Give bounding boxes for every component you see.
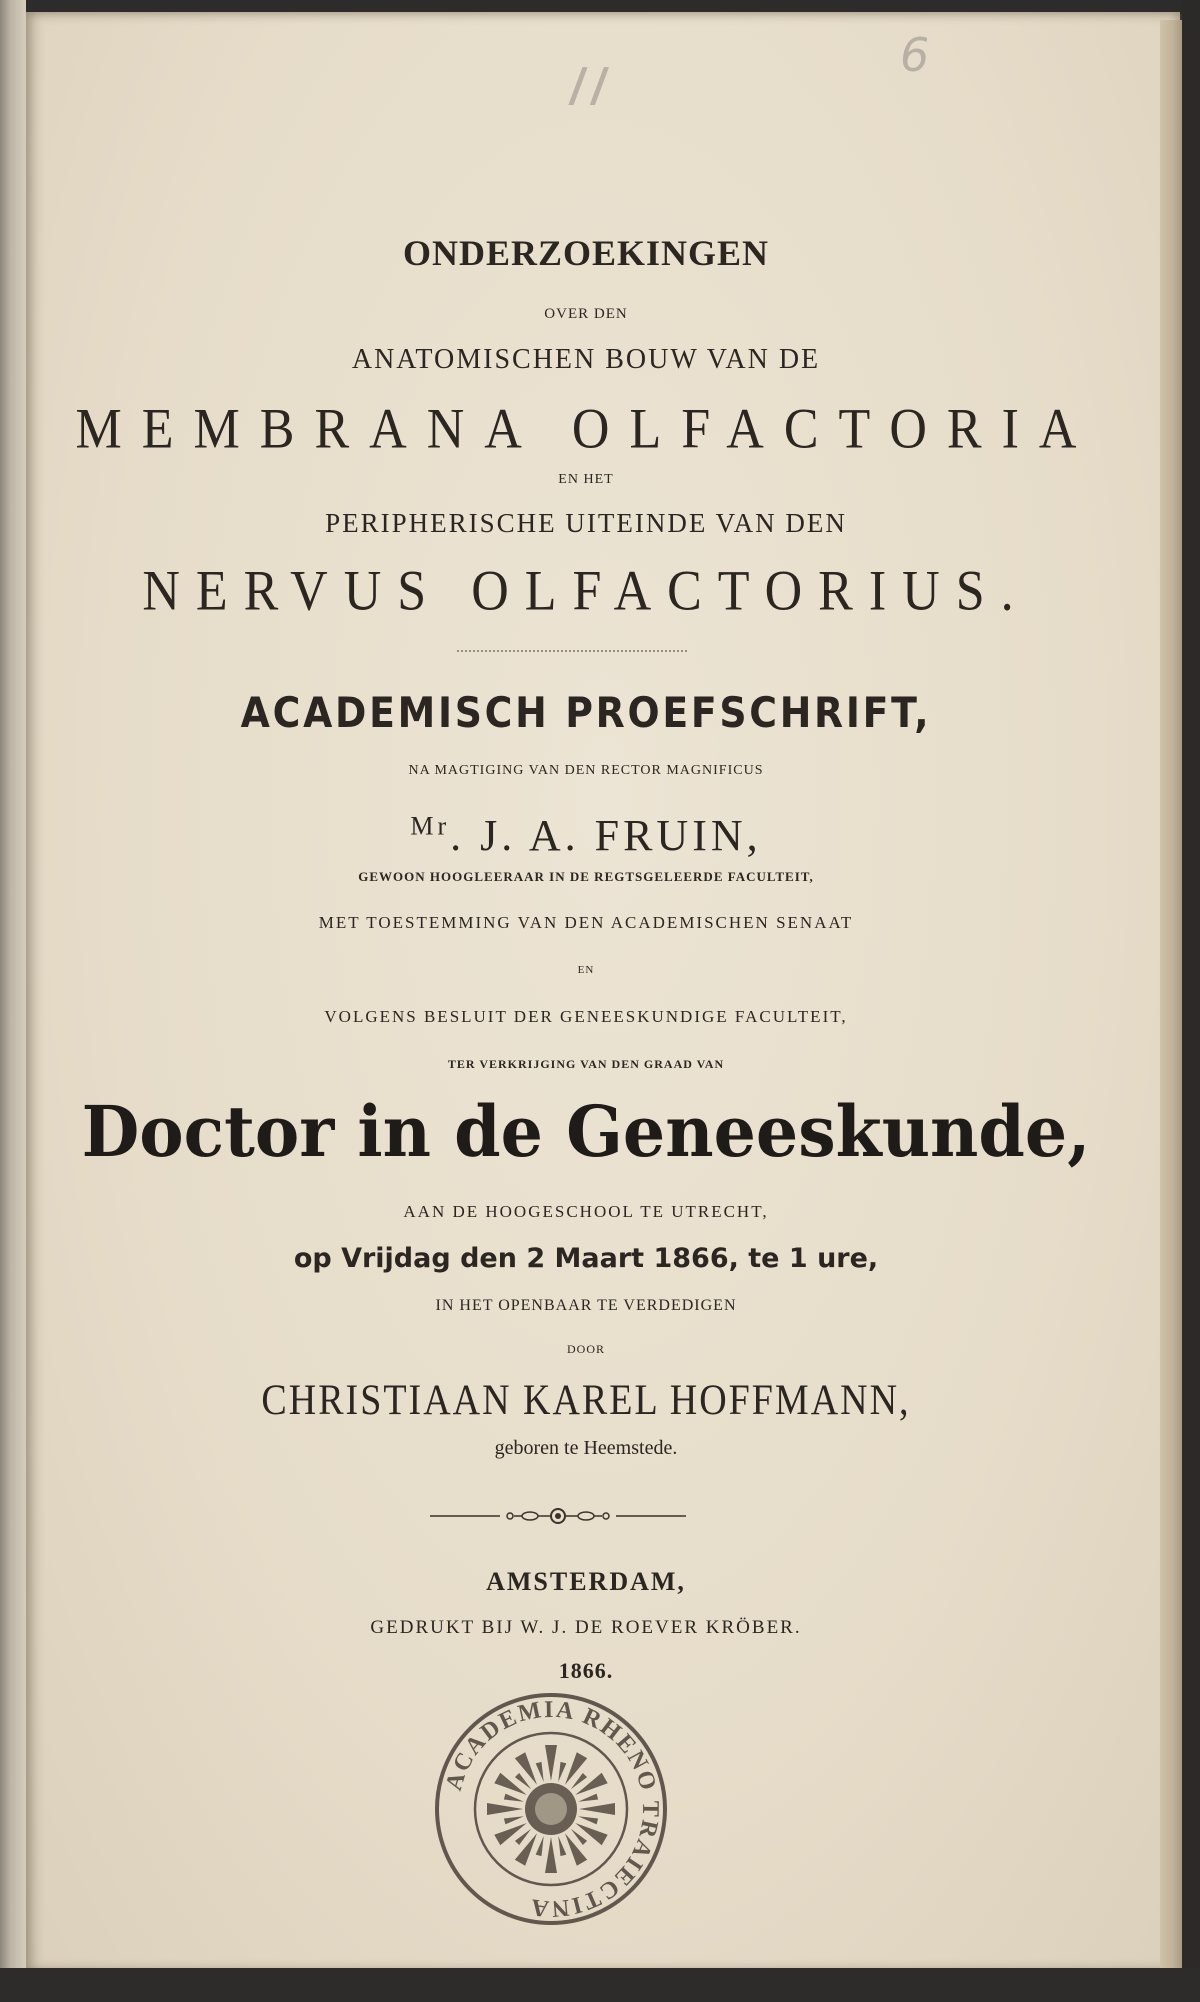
pencil-annotation-number: 6 — [900, 28, 930, 82]
main-title: ONDERZOEKINGEN — [402, 233, 770, 273]
connector-en: EN — [577, 964, 595, 976]
degree-intro: TER VERKRIJGING VAN DEN GRAAD VAN — [447, 1057, 725, 1071]
ornament-divider — [430, 1506, 686, 1526]
page-edge — [1160, 20, 1182, 1970]
defense-line: IN HET OPENBAAR TE VERDEDIGEN — [435, 1297, 737, 1314]
author-name: CHRISTIAAN KAREL HOFFMANN, — [261, 1375, 911, 1425]
title-connector-en-het: EN HET — [558, 472, 614, 487]
subtitle-anatomy: ANATOMISCHEN BOUW VAN DE — [351, 344, 821, 375]
pencil-annotation-shelfmark: II — [564, 58, 618, 118]
imprint-year: 1866. — [558, 1658, 614, 1683]
subtitle-peripheral: PERIPHERISCHE UITEINDE VAN DEN — [325, 508, 847, 538]
thesis-type: ACADEMISCH PROEFSCHRIFT, — [240, 688, 932, 737]
scan-border-right — [1182, 0, 1200, 2002]
faculty-line: VOLGENS BESLUIT DER GENEESKUNDIGE FACULTEIT, — [324, 1007, 848, 1026]
rector-name — [26, 810, 1146, 861]
subject-nervus-olfactorius: NERVUS OLFACTORIUS. — [142, 560, 1030, 623]
rector-name-text: . J. A. FRUIN, — [450, 811, 762, 860]
rector-position: GEWOON HOOGLEERAAR IN DE REGTSGELEERDE FACULTEIT, — [358, 869, 814, 884]
connector-door: DOOR — [566, 1342, 605, 1356]
dotted-divider — [457, 650, 687, 652]
defense-date: op Vrijdag den 2 Maart 1866, te 1 ure, — [293, 1243, 879, 1274]
university-line: AAN DE HOOGESCHOOL TE UTRECHT, — [403, 1202, 769, 1221]
subject-membrana-olfactoria: MEMBRANA OLFACTORIA — [75, 398, 1097, 461]
title-connector-over-den: OVER DEN — [544, 306, 628, 322]
rector-title: Mr — [410, 811, 451, 841]
imprint-city: AMSTERDAM, — [486, 1567, 686, 1596]
senate-line: MET TOESTEMMING VAN DEN ACADEMISCHEN SENAAT — [318, 913, 854, 932]
sun-emblem — [466, 1724, 635, 1893]
stamp-legend: ACADEMIA RHENO TRAIECTINA — [440, 1696, 664, 1922]
imprint-printer: GEDRUKT BIJ W. J. DE ROEVER KRÖBER. — [370, 1617, 802, 1638]
library-stamp-seal — [432, 1690, 670, 1928]
degree-title: Doctor in de Geneeskunde, — [81, 1090, 1091, 1173]
authority-line: NA MAGTIGING VAN DEN RECTOR MAGNIFICUS — [408, 763, 764, 778]
scan-border-bottom — [0, 1968, 1200, 2002]
author-birthplace: geboren te Heemstede. — [494, 1437, 678, 1459]
book-spine — [0, 0, 26, 2002]
